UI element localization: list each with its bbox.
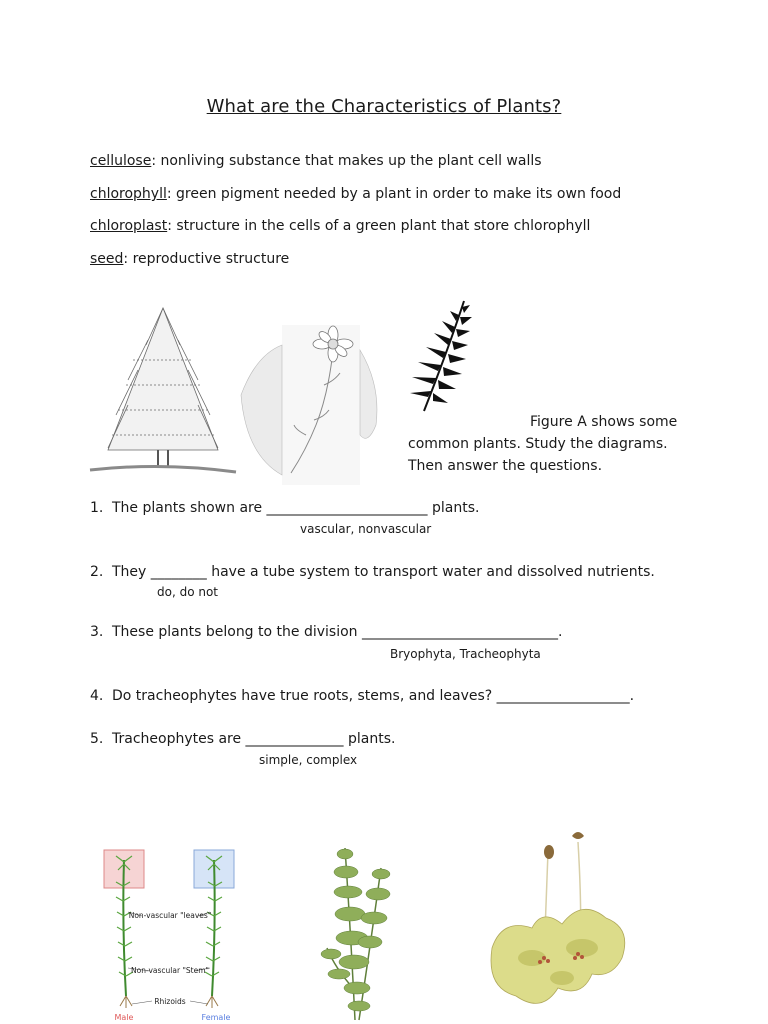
definition-text: green pigment needed by a plant in order to make its own food — [171, 186, 622, 202]
definition-chloroplast — [90, 218, 590, 234]
horsetail-icon — [315, 838, 405, 1022]
caption-line: Figure A shows some — [530, 414, 678, 430]
label-female: Female — [201, 1013, 231, 1022]
moss-plant-icon — [98, 846, 248, 1022]
question-text: These plants belong to the division ____________________________. — [112, 624, 563, 640]
question-text: Tracheophytes are ______________ plants. — [112, 731, 396, 747]
question-text: The plants shown are _______________________ plants. — [112, 500, 480, 516]
question-number: 2. — [90, 564, 104, 580]
question-number: 1. — [90, 500, 104, 516]
label-rhizoids: Rhizoids — [154, 997, 186, 1006]
definition-term: chlorophyll — [90, 186, 167, 202]
caption-line: common plants. Study the diagrams. — [408, 436, 668, 452]
definition-seed — [90, 251, 289, 267]
question-4 — [90, 688, 634, 704]
definition-separator: : — [123, 251, 129, 267]
label-leaves: Non-vascular "leaves" — [128, 911, 212, 920]
definition-term: seed — [90, 251, 124, 267]
definition-separator: : — [151, 153, 157, 169]
question-hint: simple, complex — [259, 753, 358, 767]
question-hint: vascular, nonvascular — [300, 522, 432, 536]
question-number: 3. — [90, 624, 104, 640]
caption-line: Then answer the questions. — [408, 458, 603, 474]
question-text: They ________ have a tube system to transport water and dissolved nutrients. — [112, 564, 655, 580]
question-3 — [90, 624, 562, 640]
question-5 — [90, 731, 395, 747]
definition-term: cellulose — [90, 153, 152, 169]
definition-text: reproductive structure — [128, 251, 290, 267]
label-male: Male — [114, 1013, 134, 1022]
question-hint: do, do not — [157, 585, 219, 599]
definition-term: chloroplast — [90, 218, 168, 234]
question-text: Do tracheophytes have true roots, stems, and leaves? ___________________. — [112, 688, 635, 704]
figure-caption — [408, 411, 698, 477]
fern-leaf-icon — [404, 297, 476, 415]
page-title: What are the Characteristics of Plants? — [206, 96, 562, 117]
definition-cellulose — [90, 153, 542, 169]
definition-text: structure in the cells of a green plant that store chlorophyll — [171, 218, 591, 234]
question-number: 5. — [90, 731, 104, 747]
daisy-icon — [236, 325, 386, 485]
question-number: 4. — [90, 688, 104, 704]
definition-separator: : — [167, 218, 172, 234]
definition-text: nonliving substance that makes up the plant cell walls — [156, 153, 542, 169]
tree-icon — [88, 300, 238, 482]
liverwort-icon — [482, 828, 634, 1020]
question-1 — [90, 500, 479, 516]
definition-chlorophyll — [90, 186, 621, 202]
label-stem: Non-vascular "Stem" — [131, 966, 209, 975]
question-hint: Bryophyta, Tracheophyta — [390, 647, 541, 661]
question-2 — [90, 564, 655, 580]
definition-separator: : — [166, 186, 172, 202]
